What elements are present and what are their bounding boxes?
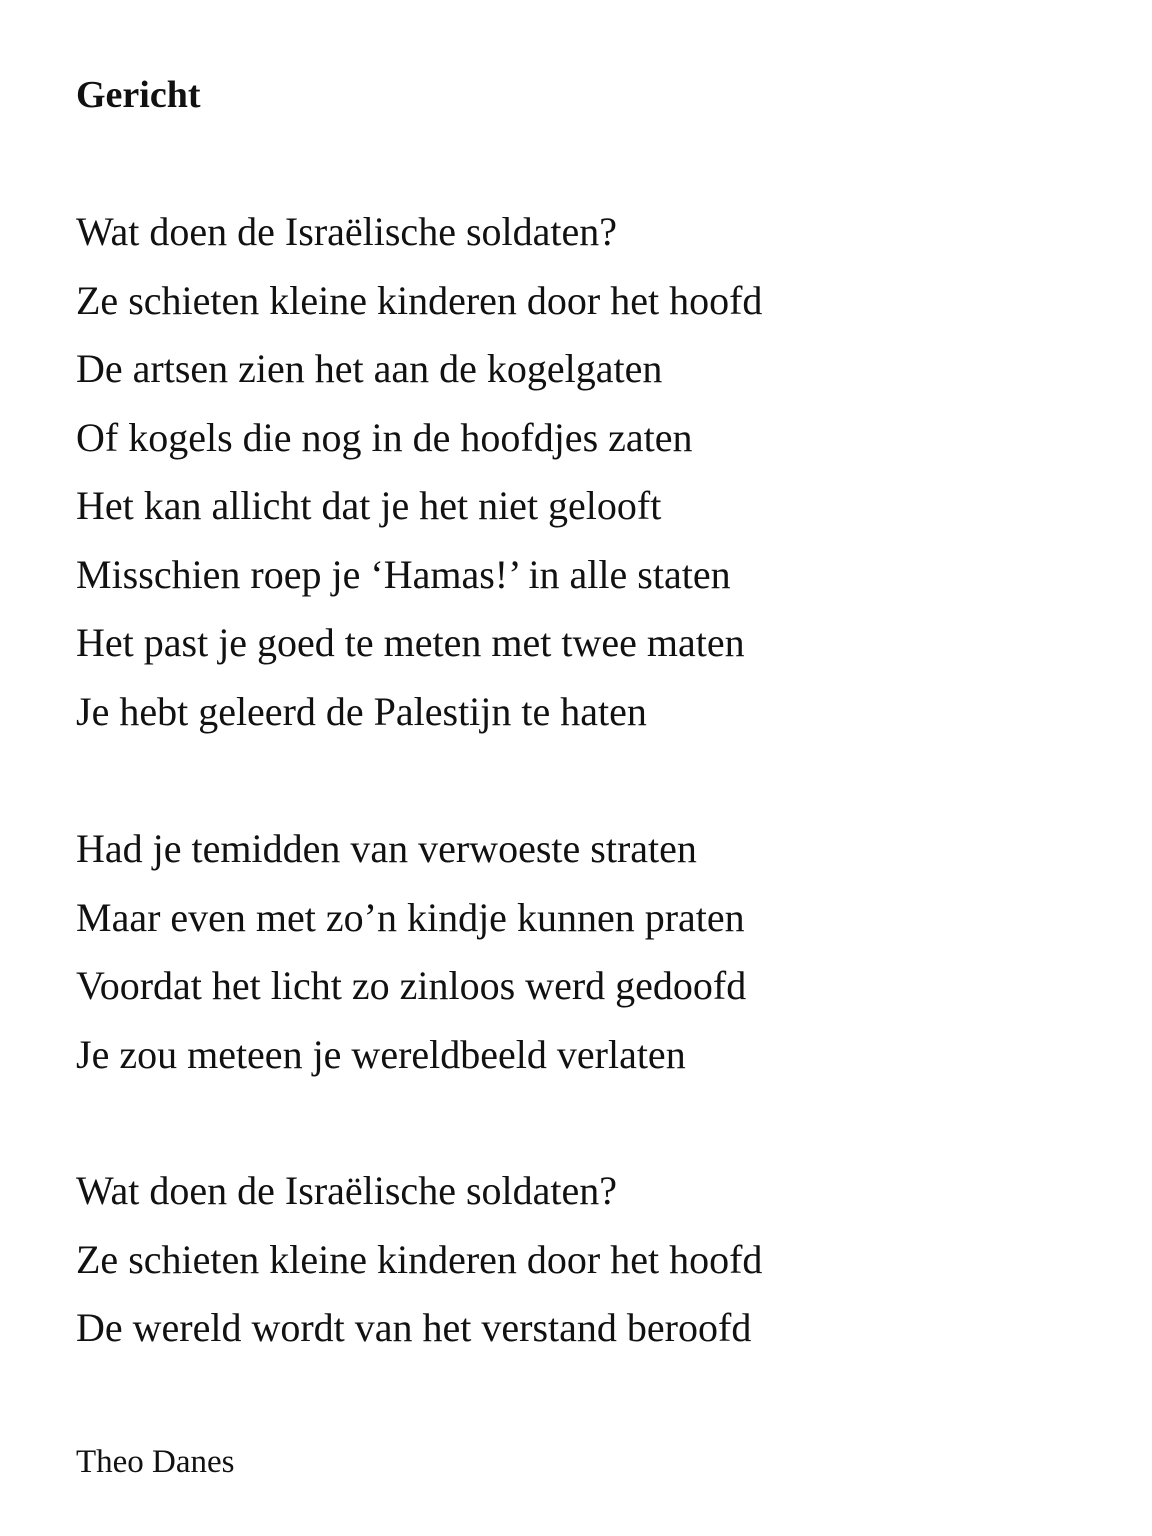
stanza-2 (76, 815, 746, 1089)
poem-line: Of kogels die nog in de hoofdjes zaten (76, 414, 693, 460)
poem-line: Wat doen de Israëlische soldaten? (76, 209, 617, 254)
poem-line: Misschien roep je ‘Hamas!’ in alle staten (76, 551, 731, 597)
stanza-1 (76, 198, 762, 746)
poem-line: Had je temidden van verwoeste straten (76, 826, 697, 871)
poem-title: Gericht (76, 74, 201, 116)
poem-line: Ze schieten kleine kinderen door het hoofd (76, 277, 763, 323)
poem-line: Voordat het licht zo zinloos werd gedoofd (76, 963, 747, 1008)
poem-author: Theo Danes (76, 1444, 235, 1480)
poem-line: Je zou meteen je wereldbeeld verlaten (76, 1031, 686, 1077)
stanza-3 (76, 1157, 762, 1363)
poem-line: Je hebt geleerd de Palestijn te haten (76, 688, 647, 734)
poem-line: De wereld wordt van het verstand beroofd (76, 1305, 752, 1350)
poem-line: De artsen zien het aan de kogelgaten (76, 346, 663, 391)
poem-line: Wat doen de Israëlische soldaten? (76, 1168, 617, 1213)
poem-line: Maar even met zo’n kindje kunnen praten (76, 894, 745, 940)
poem-line: Het past je goed te meten met twee maten (76, 620, 745, 665)
poem-line: Het kan allicht dat je het niet gelooft (76, 483, 662, 528)
poem-line: Ze schieten kleine kinderen door het hoofd (76, 1236, 763, 1282)
